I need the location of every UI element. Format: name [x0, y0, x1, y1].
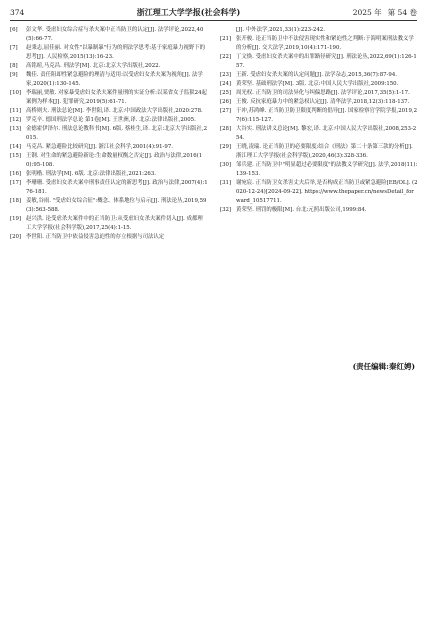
reference-number: [27] — [220, 108, 232, 114]
reference-text: [J]. 中外法学,2021,33(1):223-242. — [236, 27, 325, 33]
reference-text: 赵兴洪. 论受虐杀夫案件中的正当防卫:从受虐妇女杀夫案件切入[J]. 成都理工大学学报(社会科学版),2017,25(4):1-15. — [26, 216, 203, 231]
reference-number: [29] — [220, 144, 232, 150]
reference-text: 黄荣坚. 基础刑法学[M]. 3版. 北京:中国人民大学出版社,2009:150. — [236, 81, 399, 87]
references-left-column — [10, 26, 208, 242]
reference-number: [14] — [10, 144, 22, 150]
reference-text: 谢宛宸. 正当防卫女杀害丈夫后举,是否构成正当防卫或紧急避险[EB/OL]. (2020-12-24)[2024-09-22]. https://www.thepaper.cn/newsDetail_forward_10517711. — [236, 180, 418, 204]
reference-text: 王俊. 反抗家庭暴力中的紧急权认定[J]. 清华法学,2018,12(3):118-137. — [236, 99, 410, 105]
reference-text: 丁文焕. 受虐妇女杀夫案中的出罪路径研究[J]. 刑法论丛,2022,69(1):126-157. — [236, 54, 417, 69]
reference-text: 李世阳. 正当防卫中依益侵害急迫性的存立根据与司法认定 — [26, 234, 165, 240]
reference-number: [13] — [10, 126, 22, 132]
reference-text: 罗克辛. 德国刑法学总论 第1卷[M]. 王世洲,译. 北京:法律出版社,2005. — [26, 117, 196, 123]
reference-item — [10, 179, 208, 197]
page-number: 374 — [10, 7, 25, 17]
reference-number: [25] — [220, 90, 232, 96]
reference-item — [220, 35, 418, 53]
reference-number: [16] — [10, 171, 22, 177]
reference-text: 黄荣坚. 刑罚的极限[M]. 台北:元照出版公司,1999:84. — [236, 207, 367, 213]
reference-item — [10, 143, 208, 152]
reference-item — [10, 197, 208, 215]
reference-number: [28] — [220, 126, 232, 132]
reference-number: [32] — [220, 207, 232, 213]
reference-text: 邹兵建. 正当防卫中"明显超过必要限度"的法教义学研究[J]. 法学,2018(11):139-153. — [236, 162, 418, 177]
reference-text: 马克昌. 紧急避险比较研究[J]. 浙江社会科学,2001(4):91-97. — [26, 144, 174, 150]
reference-text: 魏佳. 责任阻却性紧急避险的理清与适用:以受虐妇女杀夫案为视角[J]. 法学家,2020(1):130-145. — [26, 72, 203, 87]
reference-item — [220, 107, 418, 125]
reference-number: [10] — [10, 90, 22, 96]
reference-number: [15] — [10, 153, 22, 159]
reference-number: [18] — [10, 198, 22, 204]
reference-number: [11] — [10, 108, 22, 114]
reference-item — [10, 125, 208, 143]
reference-item — [220, 161, 418, 179]
reference-item — [10, 62, 208, 71]
reference-text: 王钢. 对生命的紧急避险新论:生命数量权衡之否定[J]. 政治与法律,2016(10):95-108. — [26, 153, 203, 168]
reference-text: 高铭暄,马克昌. 刑法学[M]. 北京:北京大学出版社,2022. — [26, 63, 161, 69]
reference-text: 李瑞丽,贾敏. 对家暴受虐妇女杀夫案件量刑的实证分析:以某省女子监狱24起案例为样本[J]. 犯罪研究,2019(5):61-71. — [26, 90, 207, 105]
reference-text: 彭文华. 受虐妇女综合症与杀夫案中正当防卫的认定[J]. 法学评论,2022,40(5):66-77. — [26, 27, 204, 42]
reference-text: 张明楷. 刑法学[M]. 6版. 北京:法律出版社,2021:263. — [26, 171, 156, 177]
reference-number: [22] — [220, 54, 232, 60]
reference-number: [6] — [10, 27, 18, 33]
reference-text: 王新. 受虐妇女杀夫案的认定问题[J]. 法学杂志,2015,36(7):87-94. — [236, 72, 397, 78]
reference-number: [19] — [10, 216, 22, 222]
page-header — [10, 4, 417, 20]
reference-item — [10, 215, 208, 233]
reference-number: [20] — [10, 234, 22, 240]
reference-number: [26] — [220, 99, 232, 105]
reference-item — [220, 206, 418, 215]
reference-number: [8] — [10, 63, 18, 69]
responsible-editor: (责任编辑:秦红娉) — [352, 362, 415, 371]
reference-number: [21] — [220, 36, 232, 42]
reference-number: [30] — [220, 162, 232, 168]
reference-item — [220, 80, 418, 89]
reference-text: 李珊珊. 受虐妇女杀夫案中刑事责任认定的新思考[J]. 政治与法律,2007(4):176-181. — [26, 180, 208, 195]
reference-item — [10, 152, 208, 170]
volume: 第 54 卷 — [387, 7, 417, 17]
reference-item — [10, 233, 208, 242]
reference-text: 于冲,苏鸿峰. 正当防卫防卫限度判断的倡导[J]. 国家检察官学院学报,2019,27(6):115-127. — [236, 108, 418, 123]
reference-item — [220, 26, 418, 35]
reference-item — [220, 179, 418, 206]
reference-item — [220, 89, 418, 98]
reference-item — [10, 107, 208, 116]
reference-item — [10, 71, 208, 89]
reference-number: [9] — [10, 72, 18, 78]
reference-item — [220, 71, 418, 80]
reference-number: [17] — [10, 180, 22, 186]
references-right-column — [220, 26, 418, 215]
reference-text: 王晓,凌瑞. 论正当防卫的必要限度:结合《刑法》第二十条第三款的分析[J]. 浙江理工大学学报(社会科学版),2020,46(3):328-336. — [236, 144, 413, 159]
reference-item — [10, 89, 208, 107]
reference-text: 大谷实. 刑法讲义总论[M]. 黎宏,译. 北京:中国人民大学出版社,2008,253-254. — [236, 126, 417, 141]
header-divider — [10, 20, 417, 21]
reference-item — [220, 125, 418, 143]
journal-title: 浙江理工大学学报(社会科学) — [136, 6, 241, 17]
reference-number: [24] — [220, 81, 232, 87]
reference-item — [10, 116, 208, 125]
reference-text: 周光权. 正当防卫的司法异化与纠偏思路[J]. 法学评论,2017,35(5):1-17. — [236, 90, 410, 96]
reference-number: [23] — [220, 72, 232, 78]
reference-number: [31] — [220, 180, 232, 186]
reference-item — [10, 26, 208, 44]
reference-text: 姜敏,谷雨. "受虐妇女综合征":概念、体系地位与启示[J]. 刑法论丛,2019,59(3):563-588. — [26, 198, 207, 213]
reference-item — [10, 170, 208, 179]
reference-text: 金德霍伊泽尔. 刑法总论教科书[M]. 6版. 蔡桂生,译. 北京:北京大学出版社,2015. — [26, 126, 208, 141]
reference-text: 张开骏. 论正当防卫中不法侵害现实性和紧迫性之判断:于海明案刑法教义学的分析[J]. 交大法学,2019,10(4):171-190. — [236, 36, 414, 51]
reference-item — [220, 98, 418, 107]
reference-number: [7] — [10, 45, 18, 51]
reference-text: 高桥则夫. 刑法总论[M]. 李世阳,译. 北京:中国政法大学出版社,2020:278. — [26, 108, 203, 114]
reference-number: [12] — [10, 117, 22, 123]
reference-item — [10, 44, 208, 62]
year: 2025 年 — [352, 7, 382, 17]
reference-text: 赵秉志,屈佳丽. 对女性"以暴制暴"行为的刑法学思考:基于家庭暴力视野下的思考[J]. 人民检察,2015(13):16-23. — [26, 45, 206, 60]
reference-item — [220, 143, 418, 161]
issue-info — [353, 7, 417, 18]
reference-item — [220, 53, 418, 71]
reference-number — [220, 26, 236, 35]
